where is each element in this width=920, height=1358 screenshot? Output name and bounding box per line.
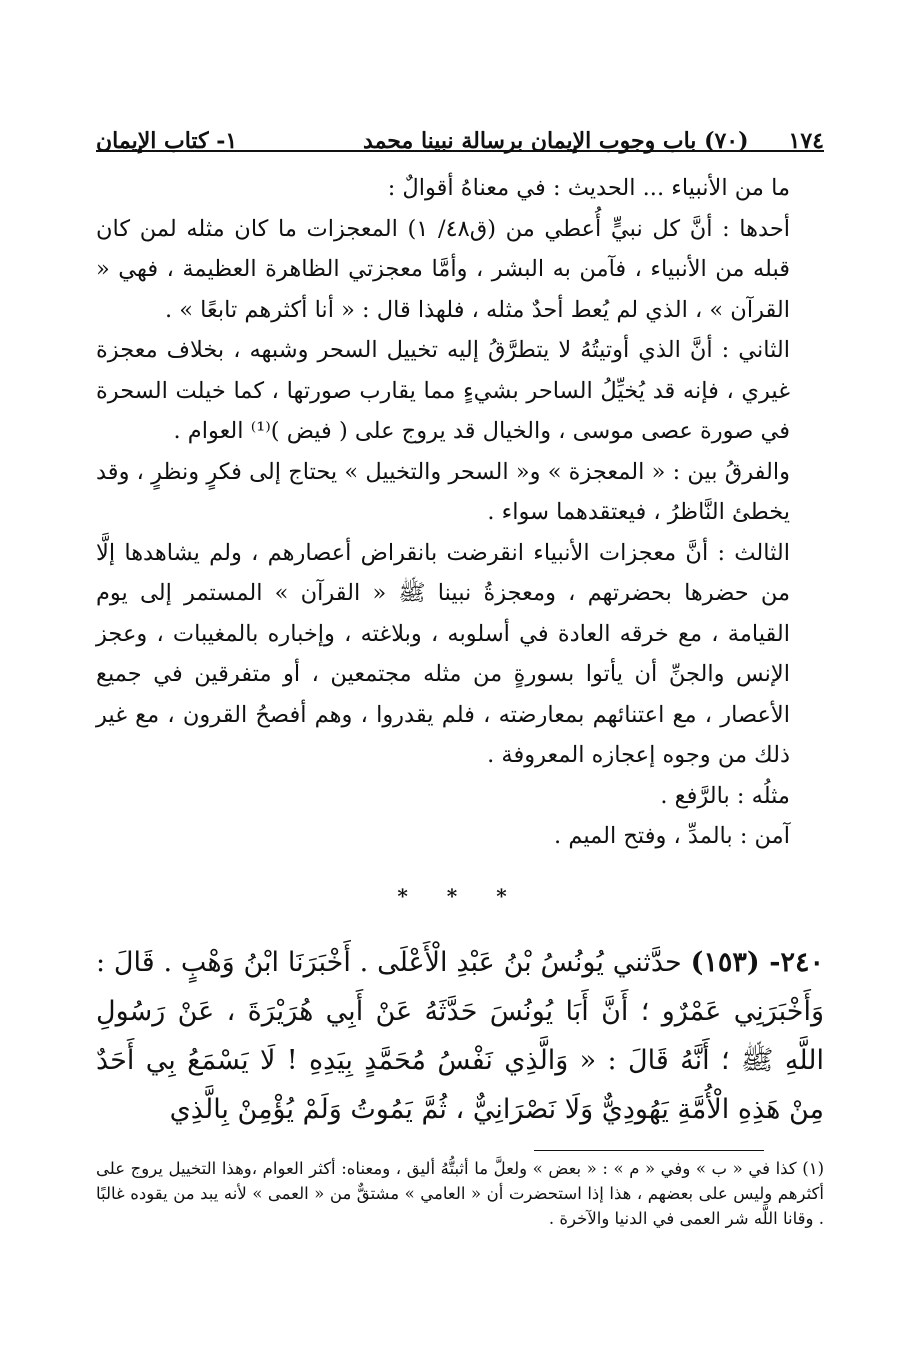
page-header	[96, 114, 824, 154]
paragraph: والفرقُ بين : « المعجزة » و« السحر والتخييل » يحتاج إلى فكرٍ ونظرٍ ، وقد يخطئ النَّاظرُ ، فيعتقدهما سواء .	[96, 458, 790, 525]
paragraph: مثلُه : بالرَّفع .	[660, 782, 790, 809]
hadith-paragraph	[96, 938, 824, 1134]
hadith-number: ٢٤٠- (١٥٣)	[690, 947, 824, 978]
header-divider	[96, 150, 824, 152]
paragraph: ما من الأنبياء ... الحديث : في معناهُ أقوالٌ :	[387, 175, 790, 201]
footnote: (١) كذا في « ب » وفي « م » : « بعض » ولعلَّ ما أثبتُّهُ أليق ، ومعناه: أكثر العوام ،وهذا التخييل يروج على أكثرهم وليس على بعضهم ، هذا إذا استحضرت أن « العامي » مشتقٌّ من « العمى » لأنه يبد من يقوده غالبًا . وقانا اللَّه شر العمى في الدنيا والآخرة .	[96, 1159, 824, 1228]
footnote-divider	[534, 1150, 764, 1151]
hadith-text: حدَّثني يُونُسُ بْنُ عَبْدِ الْأَعْلَى . أَخْبَرَنَا ابْنُ وَهْبٍ . قَالَ : وَأَخْبَرَنِي عَمْرٌو ؛ أَنَّ أَبَا يُونُسَ حَدَّثَهُ عَنْ أَبِي هُرَيْرَةَ ، عَنْ رَسُولِ اللَّهِ ﷺ ؛ أَنَّهُ قَالَ : « وَالَّذِي نَفْسُ مُحَمَّدٍ بِيَدِهِ ! لَا يَسْمَعُ بِي أَحَدٌ مِنْ هَذِهِ الْأُمَّةِ يَهُودِيٌّ وَلَا نَصْرَانِيٌّ ، ثُمَّ يَمُوتُ وَلَمْ يُؤْمِنْ بِالَّذِي	[96, 947, 824, 1125]
paragraph: أحدها : أنَّ كل نبيٍّ أُعطي من (ق٤٨/ ١) المعجزات ما كان مثله لمن كان قبله من الأنبياء ، فآمن به البشر ، وأمَّا معجزتي الظاهرة العظيمة ، فهي « القرآن » ، الذي لم يُعط أحدٌ مثله ، فلهذا قال : « أنا أكثرهم تابعًا » .	[96, 215, 790, 323]
section-separator: * * *	[397, 884, 523, 908]
hadith-block	[96, 938, 824, 1134]
paragraph: الثالث : أنَّ معجزات الأنبياء انقرضت بانقراض أعصارهم ، ولم يشاهدها إلَّا من حضرها بحضرتهم ، ومعجزةُ نبينا ﷺ « القرآن » المستمر إلى يوم القيامة ، مع خرقه العادة في أسلوبه ، وبلاغته ، وإخباره بالمغيبات ، وعجز الإنس والجنِّ أن يأتوا بسورةٍ من مثله مجتمعين ، أو متفرقين في جميع الأعصار ، مع اعتنائهم بمعارضته ، فلم يقدروا ، وهم أفصحُ القرون ، مع غير ذلك من وجوه إعجازه المعروفة .	[96, 539, 790, 768]
commentary-text	[96, 168, 824, 857]
paragraph: آمن : بالمدِّ ، وفتح الميم .	[554, 823, 790, 849]
chapter-title: (٧٠) باب وجوب الإيمان برسالة نبينا محمد	[363, 128, 749, 154]
book-title: ١- كتاب الإيمان	[96, 128, 238, 154]
paragraph: الثاني : أنَّ الذي أوتيتُهُ لا يتطرَّقُ إليه تخييل السحر وشبهه ، بخلاف معجزة غيري ، فإنه قد يُخيِّلُ الساحر بشيءٍ مما يقارب صورتها ، كما خيلت السحرة في صورة عصى موسى ، والخيال قد يروج على ( فيض )⁽¹⁾ العوام .	[96, 337, 790, 444]
footnotes	[96, 1156, 824, 1231]
page-number: ١٧٤	[788, 128, 824, 154]
